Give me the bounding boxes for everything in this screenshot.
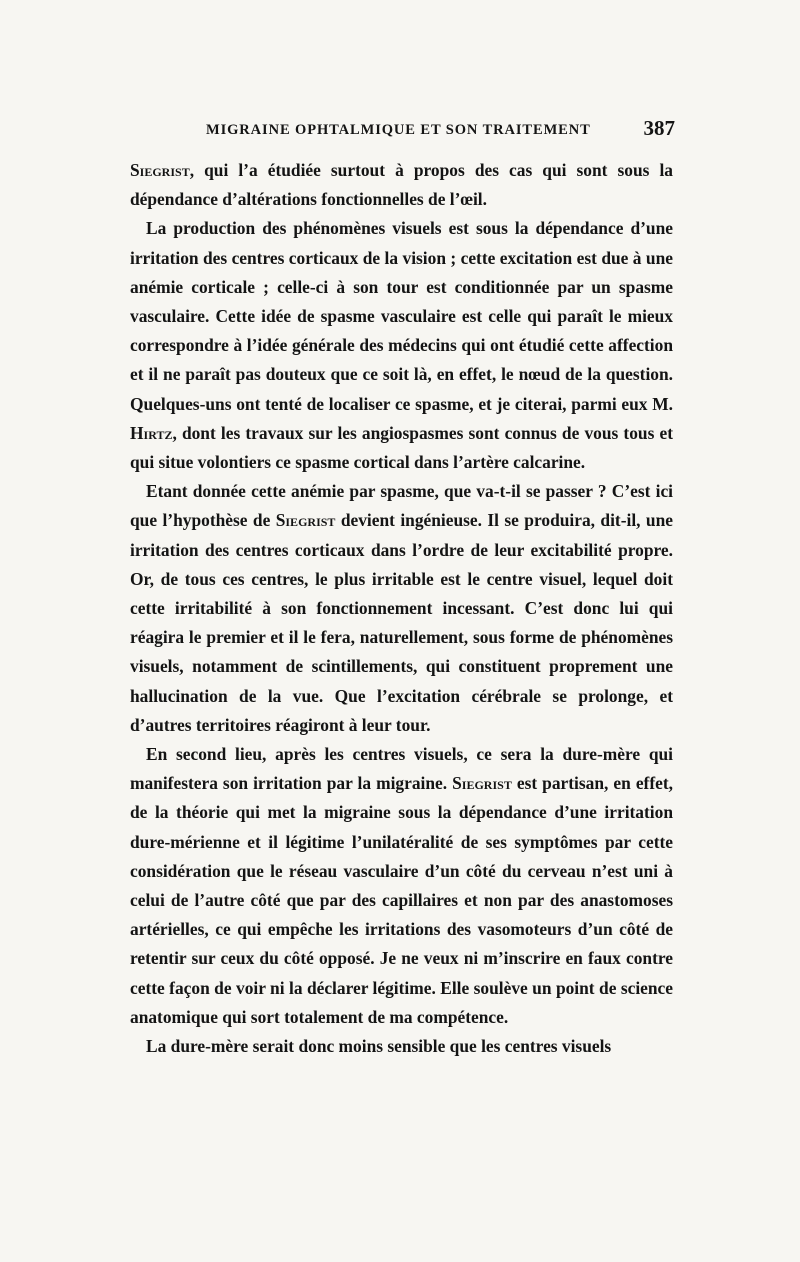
paragraph-text: Etant donnée cette anémie par spasme, que va-t-il se passer ? C’est ici que l’hypothèse de <box>130 481 673 531</box>
running-head <box>130 116 675 146</box>
paragraph-1 <box>130 156 673 214</box>
paragraph-3 <box>130 477 673 740</box>
paragraph-4 <box>130 740 673 1032</box>
running-title: MIGRAINE OPHTALMIQUE ET SON TRAITEMENT <box>206 122 591 138</box>
author-name: Siegrist <box>275 510 336 531</box>
paragraph-text: est partisan, en effet, de la théorie qui met la migraine sous la dépendance d’une irritation dure-mérienne et il légitime l’unilatéralité de ses symptômes par cette considération que le réseau vasculaire d’un côté du cerveau n’est uni à celui de l’autre côté que par des capillaires et non par des anastomoses artérielles, ce qui empêche les irritations des vasomoteurs d’un côté de retentir sur ceux du côté opposé. Je ne veux ni m’inscrire en faux contre cette façon de voir ni la déclarer légitime. Elle soulève un point de science anatomique qui sort totalement de ma compétence. <box>130 773 673 1027</box>
paragraph-text: , qui l’a étudiée surtout à propos des cas qui sont sous la dépendance d’altérations fonctionnelles de l’œil. <box>130 160 673 210</box>
page-number: 387 <box>643 116 675 140</box>
author-name: Siegrist <box>130 160 190 180</box>
paragraph-5 <box>130 1032 673 1061</box>
body-text <box>130 156 673 1061</box>
author-name: Siegrist <box>452 773 512 794</box>
paragraph-2 <box>130 214 673 477</box>
paragraph-text: devient ingénieuse. Il se produira, dit-il, une irritation des centres corticaux dans l’ordre de leur excitabilité propre. Or, de tous ces centres, le plus irritable est le centre visuel, lequel doit cette irritabilité à son fonctionnement incessant. C’est donc lui qui réagira le premier et il le fera, naturellement, sous forme de phénomènes visuels, notamment de scintillements, qui constituent proprement une hallucination de la vue. Que l’excitation cérébrale se prolonge, et d’autres territoires réagiront à leur tour. <box>130 510 673 735</box>
paragraph-text: , dont les travaux sur les angiospasmes sont connus de vous tous et qui situe volontiers ce spasme cortical dans l’artère calcarine. <box>130 422 673 473</box>
paragraph-text: La dure-mère serait donc moins sensible que les centres visuels <box>146 1036 612 1057</box>
author-name: Hirtz <box>130 422 173 443</box>
paragraph-text: En second lieu, après les centres visuels, ce sera la dure-mère qui manifestera son irritation par la migraine. <box>130 744 673 794</box>
paragraph-text: La production des phénomènes visuels est sous la dépendance d’une irritation des centres corticaux de la vision ; cette excitation est due à une anémie corticale ; celle-ci à son tour est conditionnée par un spasme vasculaire. Cette idée de spasme vasculaire est celle qui paraît le mieux correspondre à l’idée générale des médecins qui ont étudié cette affection et il ne paraît pas douteux que ce soit là, en effet, le nœud de la question. Quelques-uns ont tenté de localiser ce spasme, et je citerai, parmi eux M. <box>130 218 673 414</box>
